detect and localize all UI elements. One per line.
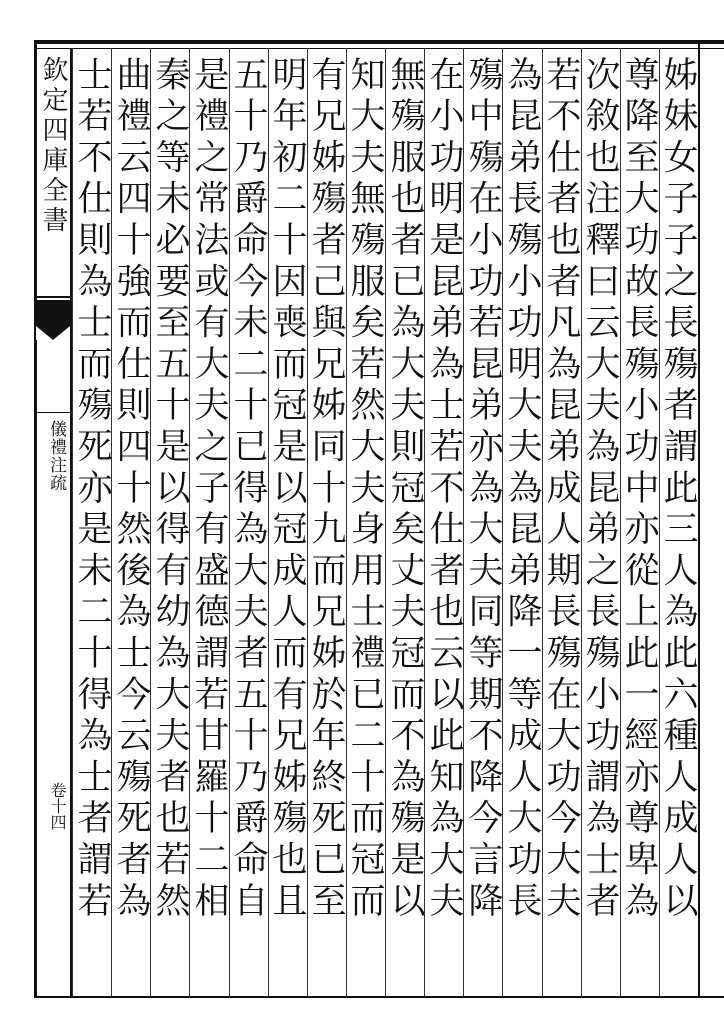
text-column: 曲禮云四十強而仕則四十然後為士今云殤死者為 xyxy=(111,56,151,924)
text-column: 姊妹女子子之長殤者謂此三人為此六種人成人以 xyxy=(658,56,698,924)
margin-page-number: 卷十四 xyxy=(48,782,67,830)
text-column: 殤中殤在小功若昆弟亦為大夫同等期不降今言降 xyxy=(463,56,503,924)
text-column: 在小功明是昆弟為士若不仕者也云以此知為大夫 xyxy=(424,56,464,924)
margin-divider xyxy=(36,412,70,413)
text-column: 明年初二十因喪而冠是以冠成人而有兄姊殤也且 xyxy=(267,56,307,924)
text-column: 是禮之常法或有大夫之子有盛德謂若甘羅十二相 xyxy=(189,56,229,924)
text-column: 五十乃爵命今未二十已得為大夫者五十乃爵命自 xyxy=(228,56,268,924)
text-column: 尊降至大功故長殤小功中亦從上此一經亦尊卑為 xyxy=(619,56,659,924)
text-column: 次敘也注釋曰云大夫為昆弟之長殤小功謂為士者 xyxy=(580,56,620,924)
text-column: 知大夫無殤服矣若然大夫身用士禮已二十而冠而 xyxy=(345,56,385,924)
text-column: 若不仕者也者凡為昆弟成人期長殤在大功今大夫 xyxy=(541,56,581,924)
text-column: 有兄姊殤者己與兄姊同十九而兄姊於年終死已至 xyxy=(306,56,346,924)
fish-tail-line xyxy=(36,296,70,298)
margin-volume-title: 儀禮注疏 xyxy=(46,420,66,492)
text-column: 無殤服也者已為大夫則冠矣丈夫冠而不為殤是以 xyxy=(385,56,425,924)
fish-tail-notch xyxy=(36,326,70,340)
text-column: 秦之等未必要至五十是以得有幼為大夫者也若然 xyxy=(150,56,190,924)
frame-top-rule xyxy=(36,40,724,44)
text-column: 為昆弟長殤小功明大夫為昆弟降一等成人大功長 xyxy=(502,56,542,924)
text-column: 士若不仕則為士而殤死亦是未二十得為士者謂若 xyxy=(72,56,112,924)
frame-bottom-rule xyxy=(36,996,724,998)
margin-title: 欽定四庫全書 xyxy=(38,56,68,236)
